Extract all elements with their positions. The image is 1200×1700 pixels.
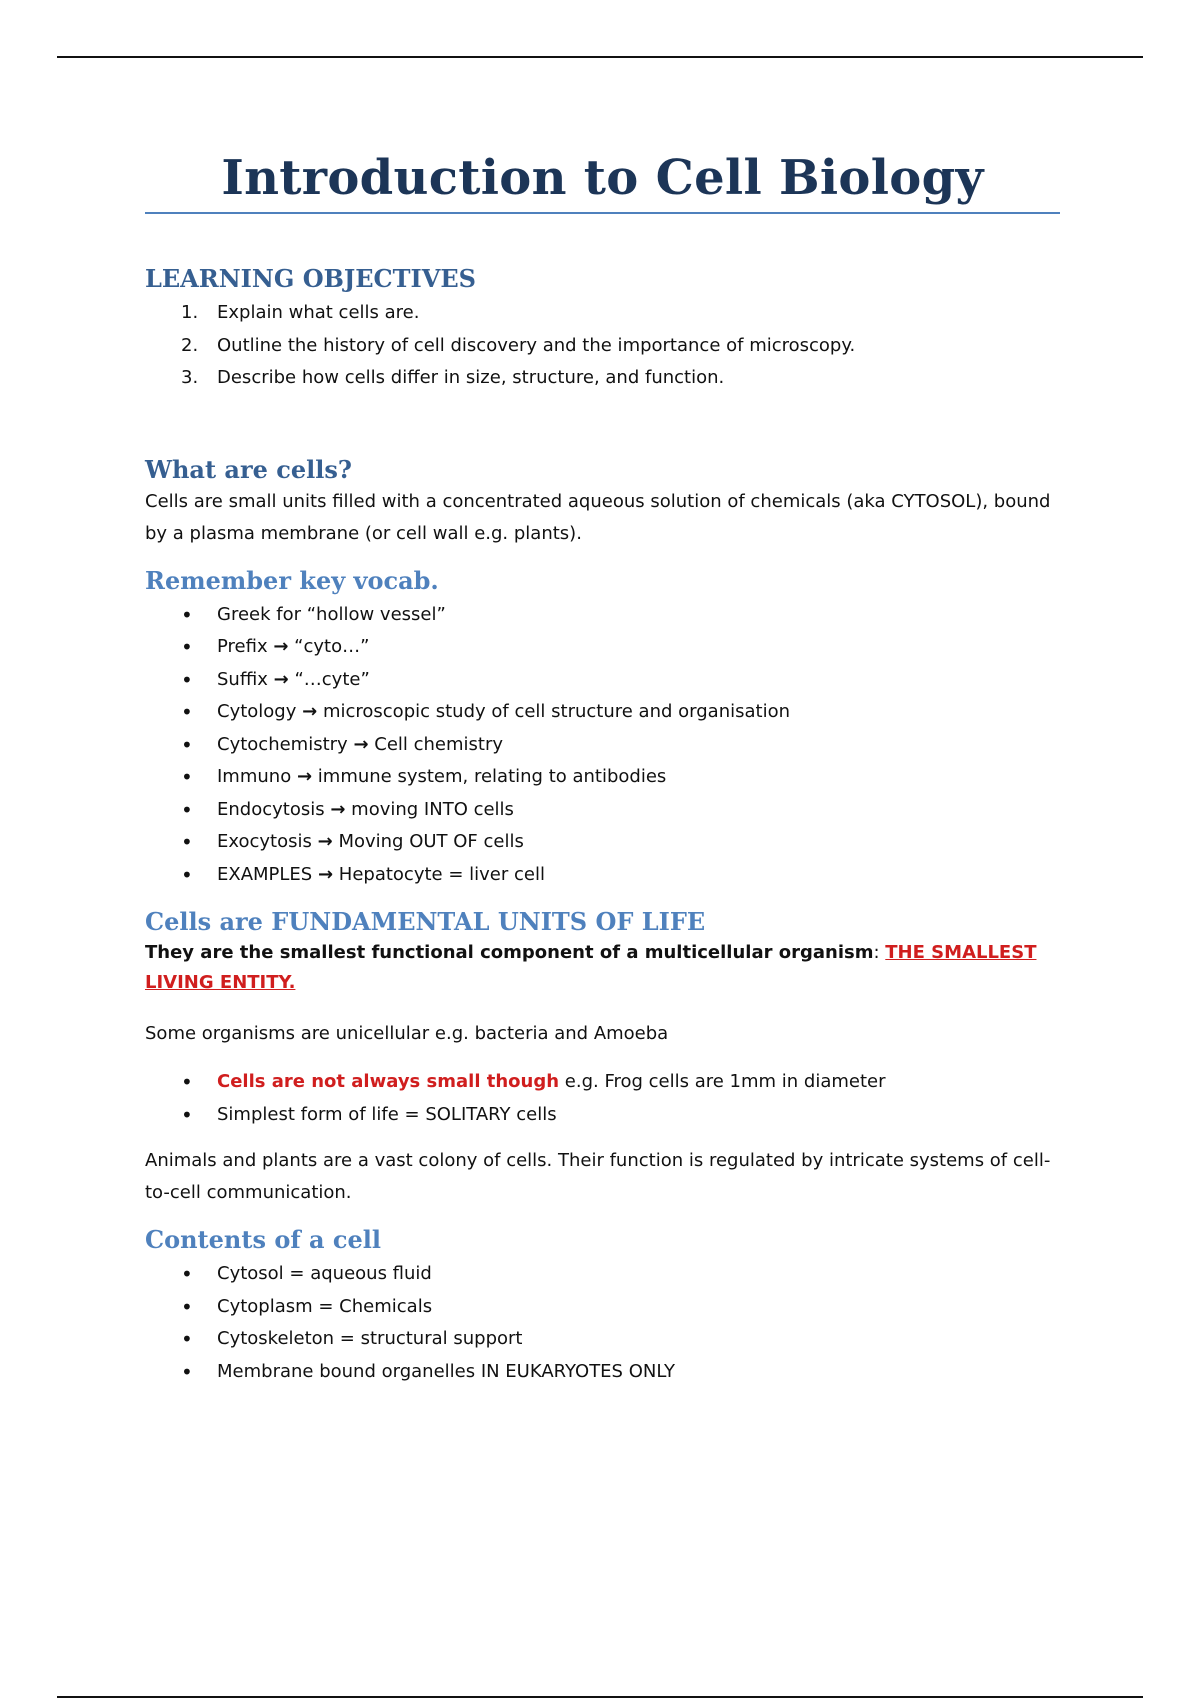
list-item: • Simplest form of life = SOLITARY cells xyxy=(181,1102,557,1127)
list-item: 1. Explain what cells are. xyxy=(181,302,420,323)
list-item: • Cytoplasm = Chemicals xyxy=(181,1294,433,1319)
list-item: 3. Describe how cells differ in size, structure, and function. xyxy=(181,367,725,388)
document-body xyxy=(145,140,1060,1388)
list-item: • Cytochemistry → Cell chemistry xyxy=(181,732,504,757)
arrow-icon: → xyxy=(317,863,334,885)
what-are-cells-text: Cells are small units filled with a concentrated aqueous solution of chemicals (aka CYTOSOL), bound by a plasma membrane (or cell wall e.g. plants). xyxy=(145,490,1051,544)
contents-list xyxy=(145,1258,1060,1388)
top-rule xyxy=(57,56,1143,58)
unicellular-text: Some organisms are unicellular e.g. bacteria and Amoeba xyxy=(145,1023,669,1044)
list-item: • Cells are not always small though e.g. Frog cells are 1mm in diameter xyxy=(181,1070,886,1094)
list-item: • EXAMPLES → Hepatocyte = liver cell xyxy=(181,862,545,887)
learning-objectives-list xyxy=(145,297,1060,395)
list-item: 2. Outline the history of cell discovery and the importance of microscopy. xyxy=(181,334,856,356)
list-item: • Suffix → “…cyte” xyxy=(181,667,370,692)
list-item: • Membrane bound organelles IN EUKARYOTES ONLY xyxy=(181,1359,675,1384)
smallest-living-entity: THE SMALLEST LIVING ENTITY. xyxy=(145,942,1037,993)
list-item: • Cytology → microscopic study of cell structure and organisation xyxy=(181,700,790,724)
list-item: • Prefix → “cyto…” xyxy=(181,635,370,659)
list-item: • Greek for “hollow vessel” xyxy=(181,602,446,627)
list-item: • Exocytosis → Moving OUT OF cells xyxy=(181,830,524,854)
what-are-cells-heading: What are cells? xyxy=(145,454,352,484)
arrow-icon: → xyxy=(273,636,289,657)
arrow-icon: → xyxy=(330,798,346,820)
arrow-icon: → xyxy=(273,668,289,690)
arrow-icon: → xyxy=(317,831,333,852)
learning-objectives-heading: LEARNING OBJECTIVES xyxy=(145,264,476,293)
key-vocab-list xyxy=(145,599,1060,892)
colony-text: Animals and plants are a vast colony of cells. Their function is regulated by intricate systems of cell-to-cell communication. xyxy=(145,1150,1051,1203)
arrow-icon: → xyxy=(353,733,369,755)
bottom-rule xyxy=(57,1696,1143,1698)
list-item: • Immuno → immune system, relating to antibodies xyxy=(181,765,667,789)
key-vocab-heading: Remember key vocab. xyxy=(145,565,439,595)
list-item: • Cytoskeleton = structural support xyxy=(181,1327,523,1351)
fundamental-list xyxy=(145,1066,1060,1131)
list-item: • Cytosol = aqueous fluid xyxy=(181,1262,432,1286)
fundamental-heading: Cells are FUNDAMENTAL UNITS OF LIFE xyxy=(145,907,706,936)
list-item: • Endocytosis → moving INTO cells xyxy=(181,797,514,822)
page-title: Introduction to Cell Biology xyxy=(145,140,1060,214)
arrow-icon: → xyxy=(296,766,313,787)
contents-heading: Contents of a cell xyxy=(145,1225,382,1254)
fundamental-statement: They are the smallest functional component of a multicellular organism: THE SMALLEST LIVING ENTITY. xyxy=(145,942,1037,993)
arrow-icon: → xyxy=(302,701,318,722)
